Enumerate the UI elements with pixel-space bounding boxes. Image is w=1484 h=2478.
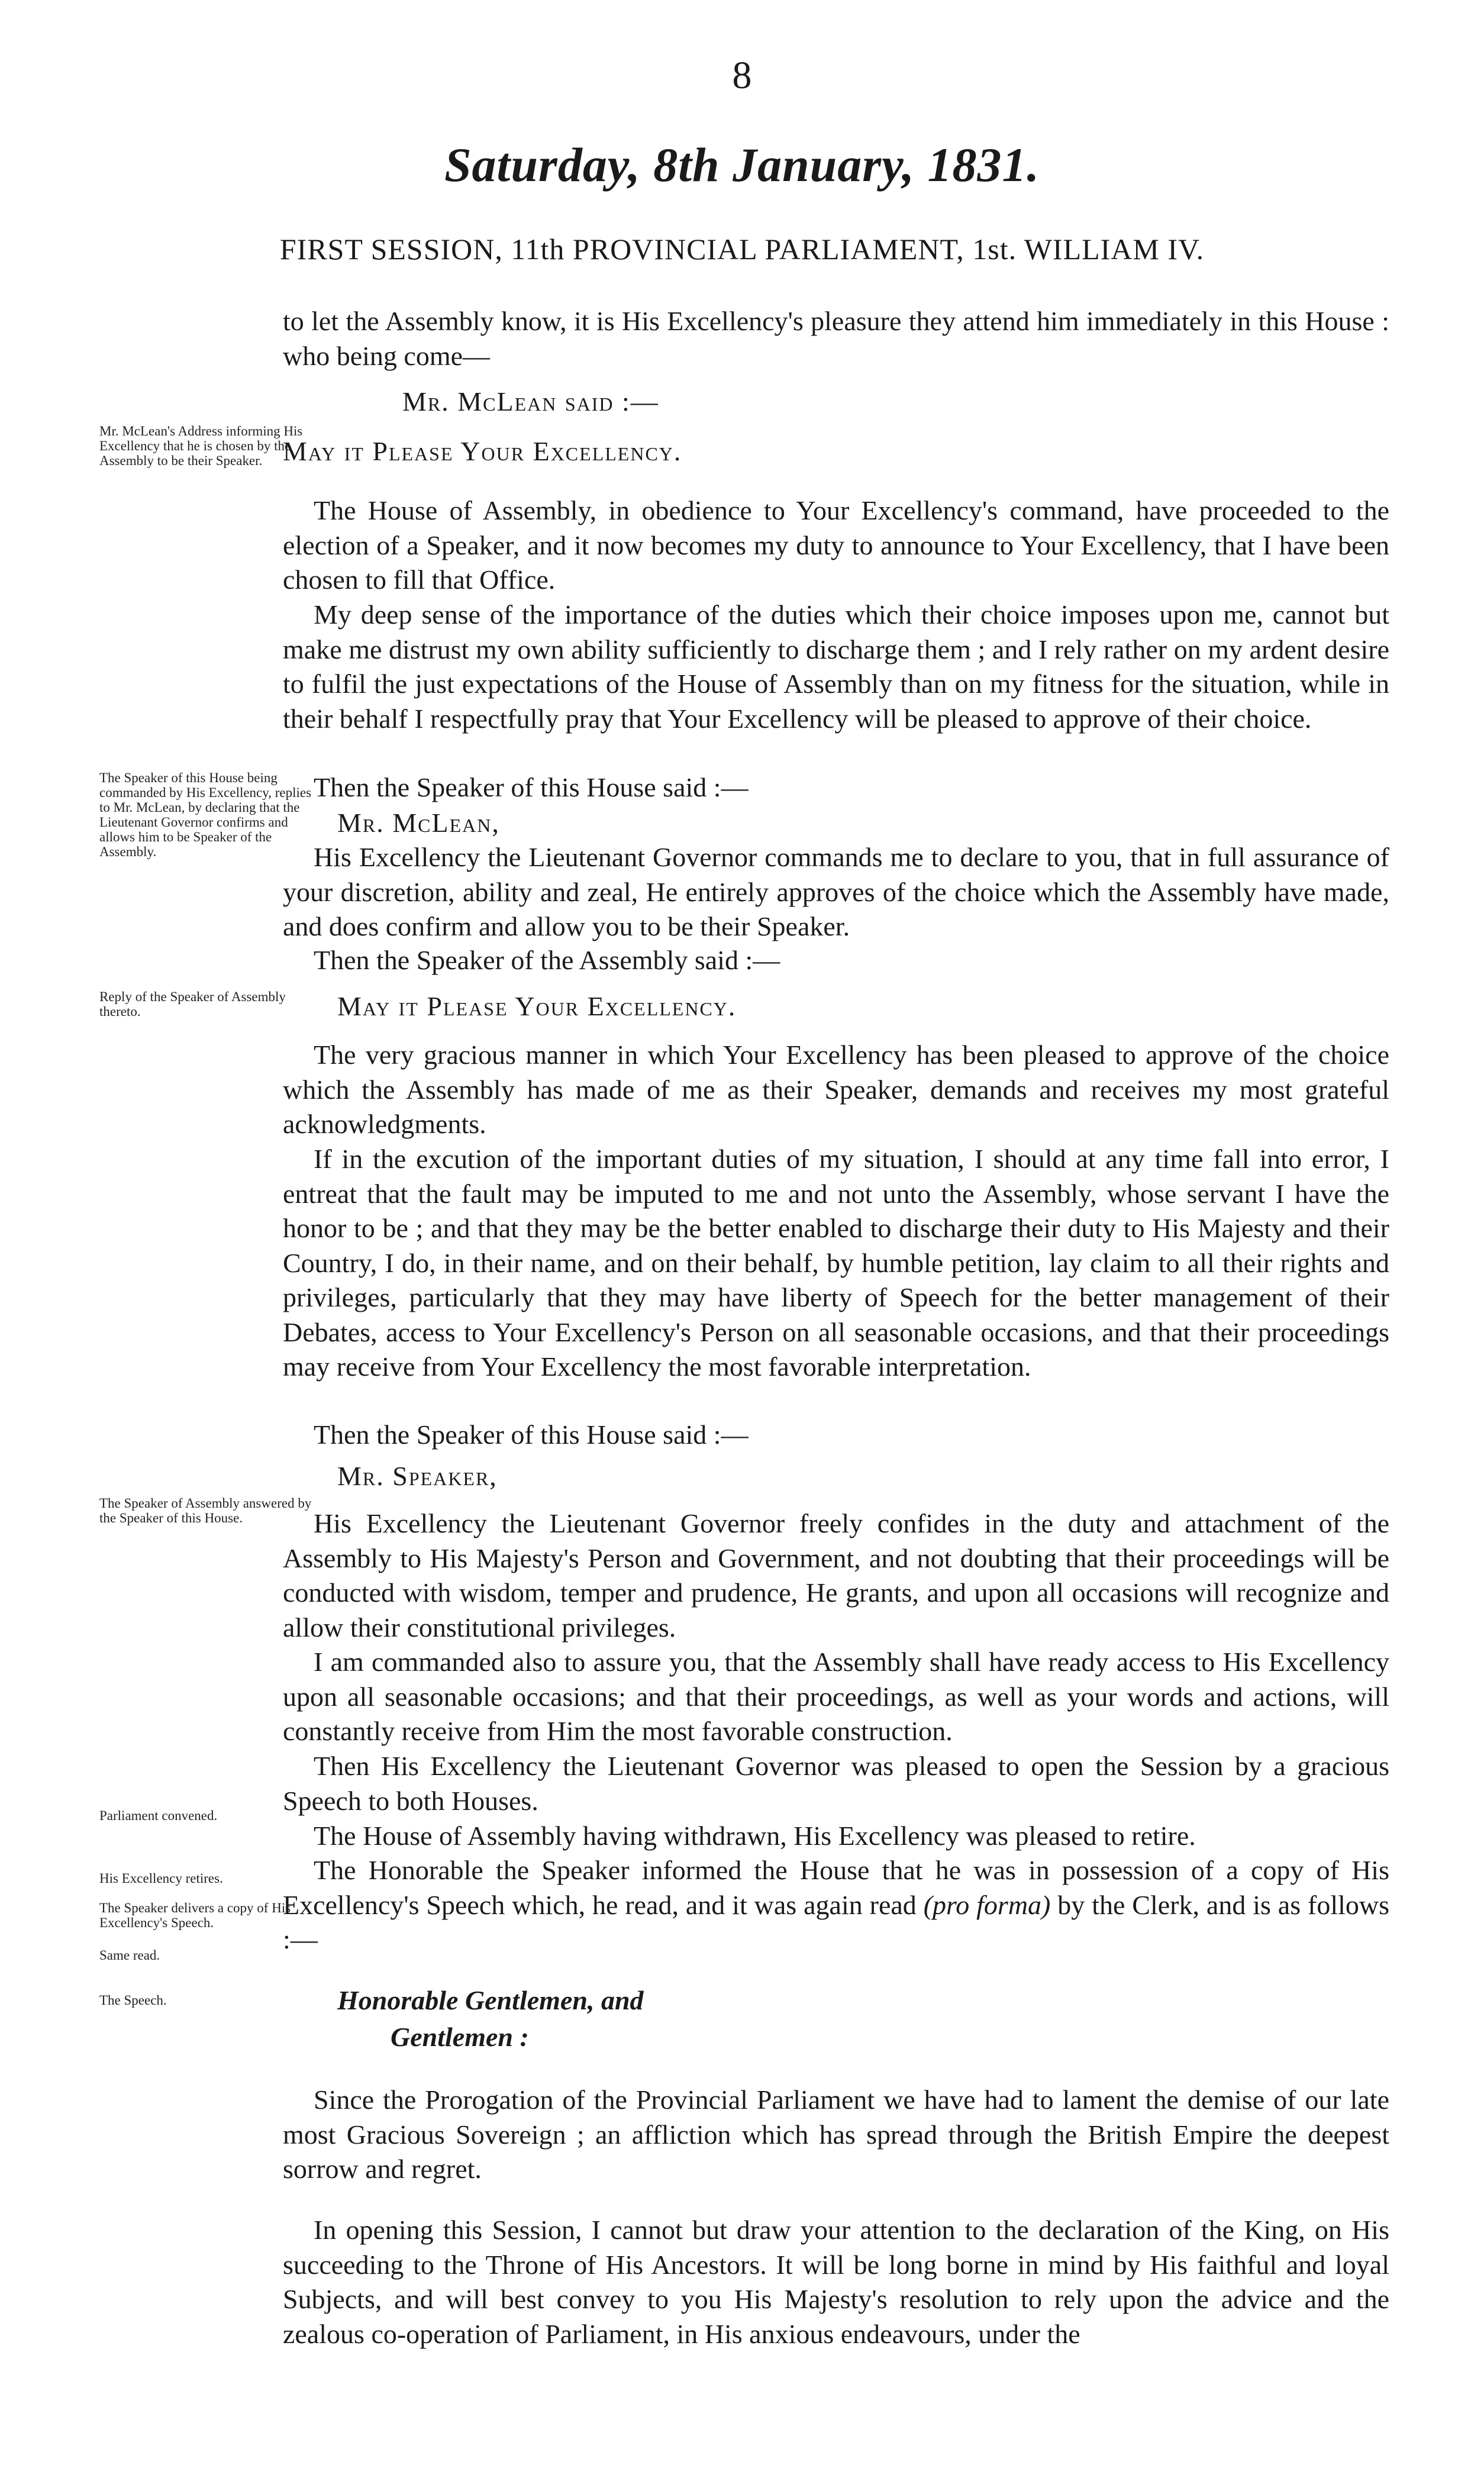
margin-note-speaker-answered: The Speaker of Assembly answered by the Speaker of this House. — [99, 1496, 312, 1525]
paragraph-deep-sense: My deep sense of the importance of the duties which their choice imposes upon me, cannot but make me distrust my own ability sufficiently to discharge them ; and I rely rather on my ardent desire to fulfil the just expectations of the House of Assembly than on my fitness for the situation, while in their behalf I respectfully pray that Your Excellency will be pleased to approve of their choice. — [283, 599, 1389, 734]
salutation-may-it-please-2: May it Please Your Excellency. — [337, 991, 737, 1021]
paragraph-commanded-to-assure: I am commanded also to assure you, that the Assembly shall have ready access to His Excellency upon all seasonable occasions; and that their proceedings, as well as your words and actions, will constantly receive from Him the most favorable construction. — [283, 1647, 1389, 1746]
margin-note-the-speech: The Speech. — [99, 1993, 167, 2008]
speaker-line-speaker-of-assembly: Then the Speaker of the Assembly said :— — [314, 945, 780, 975]
speech-salutation-honorable: Honorable Gentlemen, and — [337, 1985, 644, 2015]
margin-note-excellency-retires: His Excellency retires. — [99, 1871, 223, 1886]
date-heading: Saturday, 8th January, 1831. — [444, 138, 1040, 192]
paragraph-execution-of-duties: If in the excution of the important duties of my situation, I should at any time fall into error, I entreat that the fault may be imputed to me and not unto the Assembly, whose servant I have the honor to be ; and that they may be the better enabled to discharge their duty to His Majesty and their Country, I do, in their name, and on their behalf, by humble petition, lay claim to all their rights and privileges, particularly that they may have liberty of Speech for the better management of their Debates, access to Your Excellency's Person on all seasonable occasions, and that their proceedings may receive from Your Excellency the most favorable interpretation. — [283, 1144, 1389, 1382]
speaker-informed-text: The Honorable the Speaker informed the House that he was in possession of a copy of His Excellency's Speech which, he read, and it was again read — [283, 1855, 1389, 1920]
paragraph-house-withdrawn: The House of Assembly having withdrawn, His Excellency was pleased to retire. — [314, 1821, 1196, 1851]
page-number: 8 — [732, 54, 752, 97]
margin-note-same-read: Same read. — [99, 1948, 160, 1963]
margin-note-parliament-convened: Parliament convened. — [99, 1808, 218, 1823]
margin-note-mclean-address: Mr. McLean's Address informing His Excellency that he is chosen by the Assembly to be their Speaker. — [99, 424, 303, 468]
paragraph-prorogation: Since the Prorogation of the Provincial Parliament we have had to lament the demise of our late most Gracious Sovereign ; an affliction which has spread through the British Empire the deepest sorrow and regret. — [283, 2085, 1389, 2184]
paragraph-attend-house: to let the Assembly know, it is His Excellency's pleasure they attend him immediately in this House : who being come— — [283, 306, 1389, 371]
speaker-line-speaker-of-house: Then the Speaker of this House said :— — [314, 1419, 749, 1450]
paragraph-lieutenant-governor-commands: His Excellency the Lieutenant Governor commands me to declare to you, that in full assurance of your discretion, ability and zeal, He entirely approves of the choice which the Assembly have made, and does confirm and allow you to be their Speaker. — [283, 842, 1389, 941]
margin-note-reply-of-speaker: Reply of the Speaker of Assembly thereto. — [99, 989, 286, 1019]
paragraph-open-session: Then His Excellency the Lieutenant Governor was pleased to open the Session by a gracious Speech to both Houses. — [283, 1751, 1389, 1816]
speech-salutation-gentlemen: Gentlemen : — [391, 2022, 529, 2052]
speaker-line-then-speaker: Then the Speaker of this House said :— — [314, 772, 749, 802]
session-heading: FIRST SESSION, 11th PROVINCIAL PARLIAMENT, 1st. WILLIAM IV. — [279, 233, 1205, 266]
salutation-may-it-please: May it Please Your Excellency. — [283, 436, 682, 466]
margin-note-speaker-reply: The Speaker of this House being commanded by His Excellency, replies to Mr. McLean, by declaring that the Lieutenant Governor confirms and allows him to be Speaker of the Assembly. — [99, 770, 312, 859]
address-mr-speaker: Mr. Speaker, — [337, 1461, 498, 1491]
paragraph-freely-confides: His Excellency the Lieutenant Governor freely confides in the duty and attachment of the Assembly to His Majesty's Person and Government, and not doubting that their proceedings will be conducted with wisdom, temper and prudence, He grants, and upon all occasions will recognize and allow their constitutional privileges. — [283, 1508, 1389, 1643]
paragraph-opening-session: In opening this Session, I cannot but draw your attention to the declaration of the King, on His succeeding to the Throne of His Ancestors. It will be long borne in mind by His faithful and loyal Subjects, and will best convey to you His Majesty's resolution to rely upon the advice and the zealous co-operation of Parliament, in His anxious endeavours, under the — [283, 2215, 1389, 2349]
speaker-line-mclean-said: Mr. McLean said :— — [402, 386, 659, 417]
margin-note-speaker-delivers-copy: The Speaker delivers a copy of His Excellency's Speech. — [99, 1901, 291, 1930]
paragraph-house-obedience: The House of Assembly, in obedience to Your Excellency's command, have proceeded to the election of a Speaker, and it now becomes my duty to announce to Your Excellency, that I have been chosen to fill that Office. — [283, 495, 1389, 595]
paragraph-gracious-manner: The very gracious manner in which Your Excellency has been pleased to approve of the choice which the Assembly has made of me as their Speaker, demands and receives my most grateful acknowledgments. — [283, 1040, 1389, 1139]
speaker-informed-text-end: by the Clerk, and is as follows :— — [283, 1889, 1390, 1954]
pro-forma-text: (pro forma) — [923, 1889, 1051, 1920]
address-mr-mclean: Mr. McLean, — [337, 808, 500, 838]
paragraph-speaker-informed — [283, 1853, 1389, 1957]
